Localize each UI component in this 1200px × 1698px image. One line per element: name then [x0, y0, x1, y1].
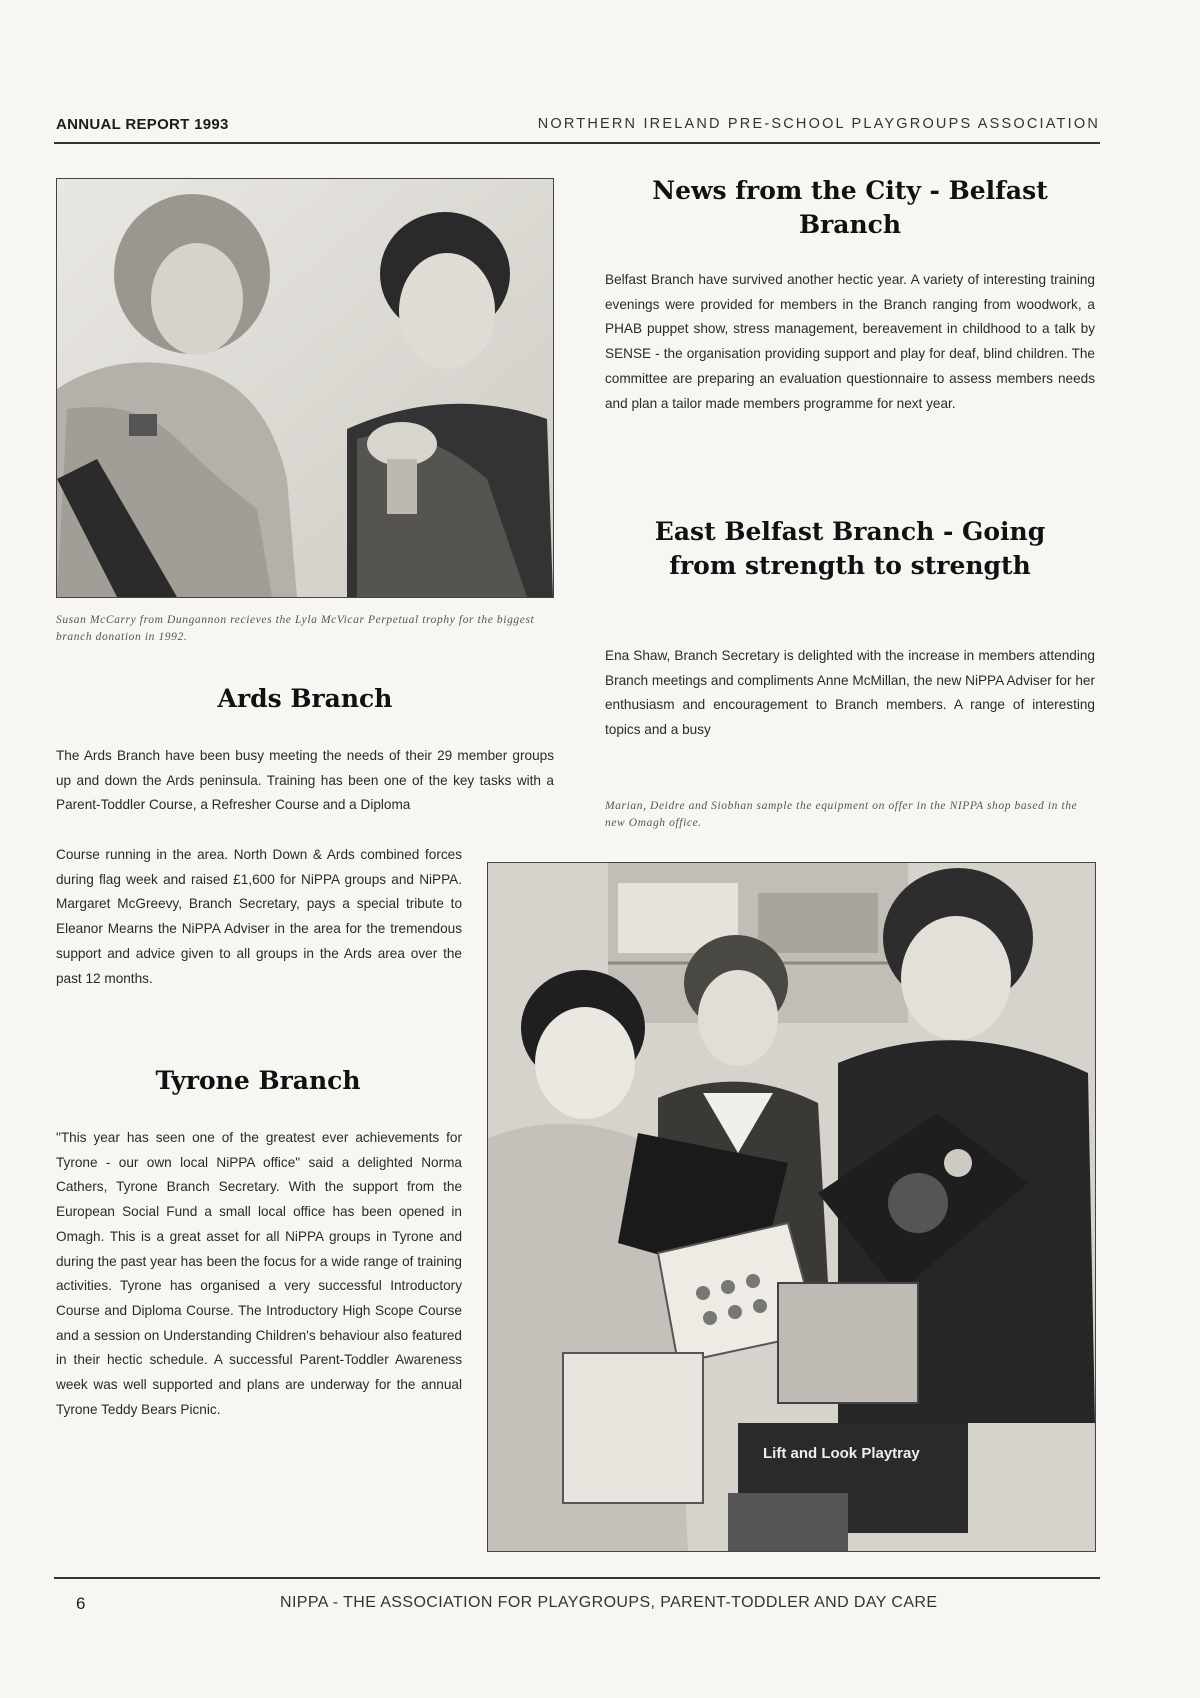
nippa-shop-photo: [487, 862, 1096, 1552]
ards-branch-text-continued: Course running in the area. North Down & Ards combined forces during flag week and raised £1,600 for NiPPA groups and NiPPA. Margaret McGreevy, Branch Secretary, pays a special tribute to Eleanor Mearns the NiPPA Adviser in the area for the tremendous support and advice given to all groups in the Ards area over the past 12 months.: [56, 847, 462, 986]
ards-branch-text: The Ards Branch have been busy meeting the needs of their 29 member groups up and down the Ards peninsula. Training has been one of the key tasks with a Parent-Toddler Course, a Refresher Course and a Diploma: [56, 748, 554, 813]
header-rule: [54, 142, 1100, 144]
shop-photo-caption: Marian, Deidre and Siobhan sample the equipment on offer in the NIPPA shop based in the new Omagh office.: [605, 800, 1078, 829]
toy-box-label: Lift and Look Playtray: [763, 1445, 920, 1462]
trophy-presentation-photo: [56, 178, 554, 598]
organisation-name: NORTHERN IRELAND PRE-SCHOOL PLAYGROUPS ASSOCIATION: [537, 116, 1100, 132]
tyrone-branch-heading: Tyrone Branch: [155, 1066, 361, 1095]
report-title: ANNUAL REPORT 1993: [56, 116, 229, 133]
footer-rule: [54, 1577, 1100, 1579]
footer-tagline: NIPPA - THE ASSOCIATION FOR PLAYGROUPS, PARENT-TODDLER AND DAY CARE: [280, 1594, 938, 1611]
belfast-branch-text: Belfast Branch have survived another hectic year. A variety of interesting training evenings were provided for members in the Branch ranging from woodwork, a PHAB puppet show, stress management, bereavement in childhood to a talk by SENSE - the organisation providing support and play for deaf, blind children. The committee are preparing an evaluation questionnaire to assess members needs and plan a tailor made members programme for next year.: [605, 272, 1095, 411]
trophy-photo-caption: Susan McCarry from Dungannon recieves the Lyla McVicar Perpetual trophy for the biggest branch donation in 1992.: [56, 614, 535, 643]
belfast-branch-heading: News from the City - Belfast Branch: [652, 176, 1048, 239]
ards-branch-heading: Ards Branch: [217, 684, 393, 713]
east-belfast-branch-text: Ena Shaw, Branch Secretary is delighted with the increase in members attending Branch meetings and compliments Anne McMillan, the new NiPPA Adviser for her enthusiasm and encouragement to Branch members. A range of interesting topics and a busy: [605, 648, 1095, 738]
east-belfast-branch-heading: East Belfast Branch - Going from strength to strength: [654, 517, 1046, 580]
tyrone-branch-text: "This year has seen one of the greatest ever achievements for Tyrone - our own local NiPPA office" said a delighted Norma Cathers, Tyrone Branch Secretary. With the support from the European Social Fund a small local office has been opened in Omagh. This is a great asset for all NiPPA groups in Tyrone and during the past year has been the focus for a wide range of training activities. Tyrone has organised a very successful Introductory Course and Diploma Course. The Introductory High Scope Course and a session on Understanding Children's behaviour also featured in their hectic schedule. A successful Parent-Toddler Awareness week was well supported and plans are underway for the annual Tyrone Teddy Bears Picnic.: [56, 1130, 462, 1417]
page-number: 6: [76, 1594, 86, 1613]
